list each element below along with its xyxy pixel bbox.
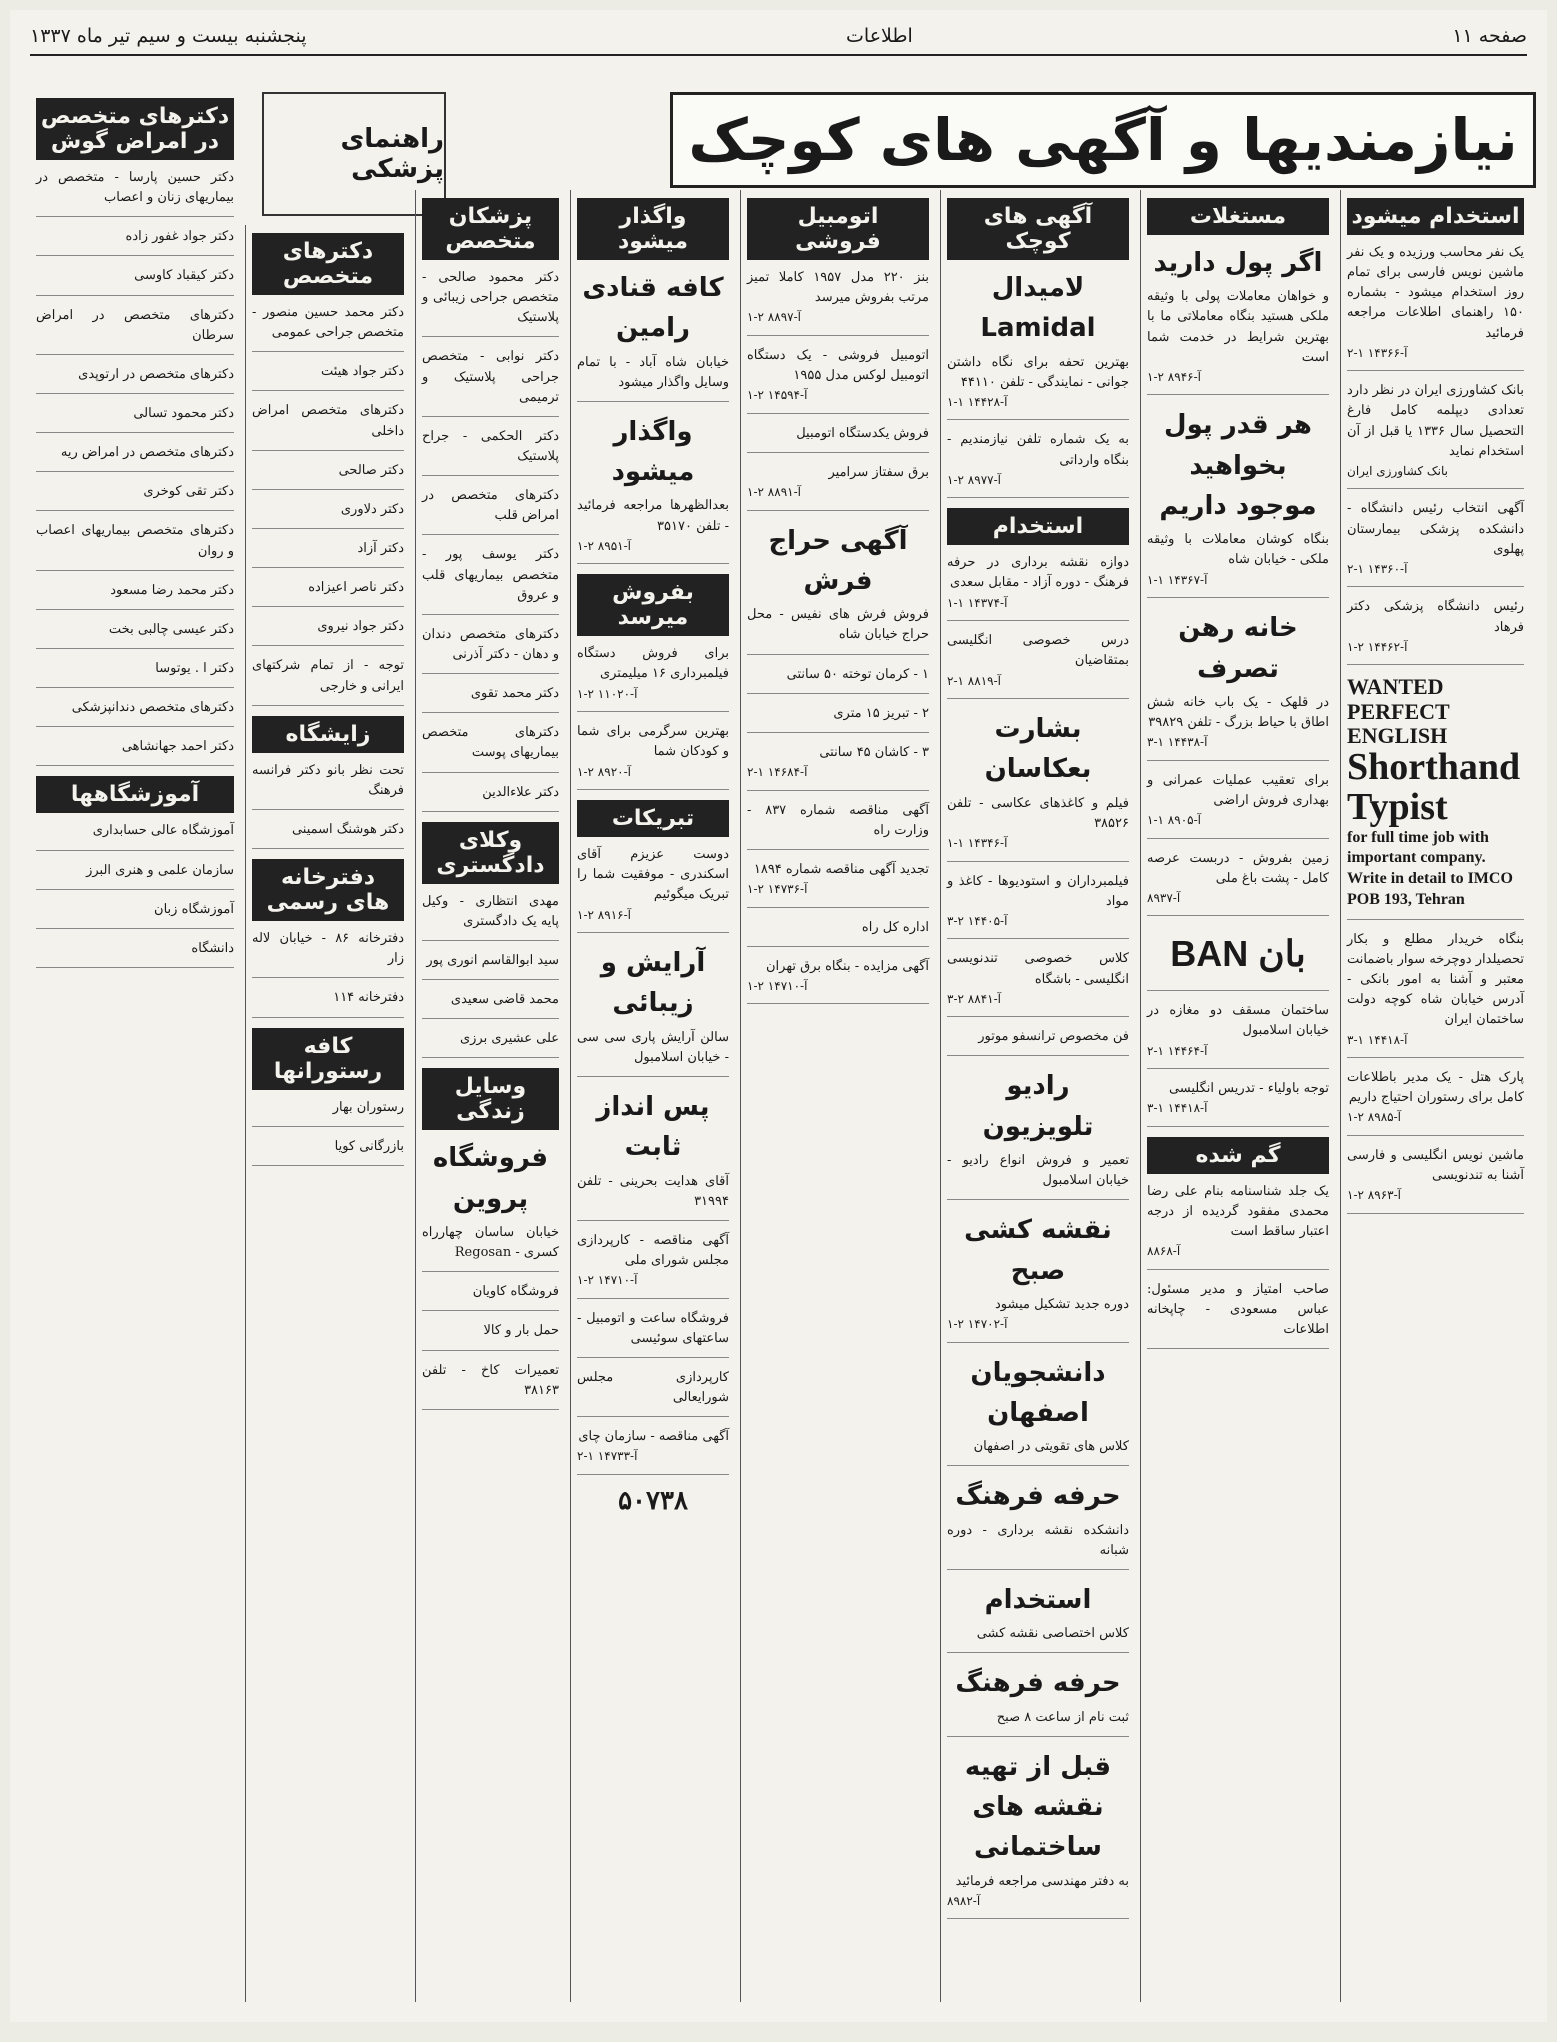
ad-item: برای فروش دستگاه فیلمبرداری ۱۶ میلیمتری آ-۱۱۰۲۰ ۲-۱ xyxy=(577,644,729,712)
column-8 xyxy=(30,90,240,2002)
schools-heading: آموزشگاهها xyxy=(36,776,234,813)
ad-item: آگهی انتخاب رئیس دانشگاه - دانشکده پزشکی بیمارستان پهلوی آ-۱۴۳۶۰ ۱-۲ xyxy=(1347,499,1524,587)
ad-item: رئیس دانشگاه پزشکی دکتر فرهاد آ-۱۴۴۶۲ ۲-۱ xyxy=(1347,597,1524,665)
ad-item: دکتر ناصر اعیزاده xyxy=(252,578,404,607)
newspaper-page xyxy=(10,10,1547,2022)
living-goods-heading: وسایل زندگی xyxy=(422,1068,559,1130)
ad-item: کارپردازی مجلس شورایعالی xyxy=(577,1368,729,1417)
ad-item: دکتر ا . یوتوسا xyxy=(36,659,234,688)
ad-item: آرایش و زیبائی سالن آرایش پاری سی سی - خیابان اسلامبول xyxy=(577,943,729,1077)
ad-item: بازرگانی کویا xyxy=(252,1137,404,1166)
ad-item: اداره کل راه xyxy=(747,918,929,947)
ad-item: فن مخصوص ترانسفو موتور xyxy=(947,1027,1129,1056)
ad-item: بنز ۲۲۰ مدل ۱۹۵۷ کاملا تمیز مرتب بفروش میرسد آ-۸۸۹۷ ۲-۱ xyxy=(747,268,929,336)
ad-item: خانه رهن تصرف در قلهک - یک باب خانه شش اطاق با حیاط بزرگ - تلفن ۳۹۸۲۹ آ-۱۴۴۳۸ ۱-۳ xyxy=(1147,608,1329,760)
ad-item: دکترهای متخصص امراض داخلی xyxy=(252,401,404,450)
ad-item: محمد قاضی سعیدی xyxy=(422,990,559,1019)
lost-heading: گم شده xyxy=(1147,1137,1329,1174)
column-2 xyxy=(1140,190,1335,2002)
ad-item: زمین بفروش - دربست عرصه کامل - پشت باغ ملی آ-۸۹۳۷ xyxy=(1147,849,1329,917)
english-shorthand-ad: WANTED PERFECT ENGLISH Shorthand Typist for full time job with important company. Write in detail to IMCO POB 193, Tehran xyxy=(1347,675,1524,920)
ad-item: آموزشگاه زبان xyxy=(36,900,234,929)
ad-item: مهدی انتظاری - وکیل پایه یک دادگستری xyxy=(422,892,559,941)
ad-item: به یک شماره تلفن نیازمندیم - بنگاه وارداتی آ-۸۹۷۷ ۲-۱ xyxy=(947,430,1129,498)
ad-item: آگهی حراج فرش فروش فرش های نفیس - محل حراج خیابان شاه xyxy=(747,521,929,655)
ad-item: دکترهای متخصص بیماریهای اعصاب و روان xyxy=(36,521,234,570)
ad-item: فروشگاه کاویان xyxy=(422,1282,559,1311)
ad-item: کافه قنادی رامین خیابان شاه آباد - با تمام وسایل واگذار میشود xyxy=(577,268,729,402)
ad-item: دکتر الحکمی - جراح پلاستیک xyxy=(422,427,559,476)
ad-item: دکتر محمد تقوی xyxy=(422,684,559,713)
ad-item: سید ابوالقاسم انوری پور xyxy=(422,951,559,980)
newspaper-name: اطلاعات xyxy=(846,25,913,47)
ad-item: فروشگاه ساعت و اتومبیل - ساعتهای سوئیسی xyxy=(577,1309,729,1358)
ad-item: دکتر احمد جهانشاهی xyxy=(36,737,234,766)
ad-item: دکتر کیقباد کاوسی xyxy=(36,266,234,295)
ad-item: دکتر آزاد xyxy=(252,539,404,568)
ad-item: توجه - از تمام شرکتهای ایرانی و خارجی xyxy=(252,656,404,705)
ad-item: تعمیرات کاخ - تلفن ۳۸۱۶۳ xyxy=(422,1361,559,1410)
ad-item: توجه باولیاء - تدریس انگلیسی آ-۱۴۴۱۸ ۱-۳ xyxy=(1147,1079,1329,1127)
ad-item: دکتر نوابی - متخصص جراحی پلاستیک و ترمیمی xyxy=(422,347,559,416)
ad-item: لامیدال Lamidal بهترین تحفه برای نگاه داشتن جوانی - نمایندگی - تلفن ۴۴۱۱۰ آ-۱۴۴۲۸ ۱-۱ xyxy=(947,268,1129,420)
ad-item: ساختمان مسقف دو مغازه در خیابان اسلامبول آ-۱۴۴۶۴ ۱-۲ xyxy=(1147,1001,1329,1069)
ad-item: قبل از تهیه نقشه های ساختمانی به دفتر مهندسی مراجعه فرمائید آ-۸۹۸۲ xyxy=(947,1747,1129,1920)
ad-item: بهترین سرگرمی برای شما و کودکان شما آ-۸۹۲۰ ۲-۱ xyxy=(577,722,729,790)
ad-item: دکتر جواد هیئت xyxy=(252,362,404,391)
page-number: صفحه ۱۱ xyxy=(1452,25,1527,47)
ad-item: دکترهای متخصص بیماریهای پوست xyxy=(422,723,559,772)
ad-item: نقشه کشی صبح دوره جدید تشکیل میشود آ-۱۴۷۰۲ ۲-۱ xyxy=(947,1210,1129,1342)
ad-item: دکتر علاءالدین xyxy=(422,783,559,812)
ad-item: دکتر هوشنگ اسمینی xyxy=(252,820,404,849)
column-5 xyxy=(570,190,735,2002)
ad-item: دکتر صالحی xyxy=(252,461,404,490)
ad-item: دکترهای متخصص در امراض ریه xyxy=(36,443,234,472)
ad-item: دکتر دلاوری xyxy=(252,500,404,529)
ad-item: آگهی مزایده - بنگاه برق تهران آ-۱۴۷۱۰ ۲-۱ xyxy=(747,957,929,1005)
ad-item: یک نفر محاسب ورزیده و یک نفر ماشین نویس فارسی برای تمام روز استخدام میشود - بشماره ۱۵۰ راهنمای اطلاعات مراجعه فرمائید آ-۱۴۳۶۶ ۱-۲ xyxy=(1347,243,1524,371)
ad-item: سازمان علمی و هنری البرز xyxy=(36,861,234,890)
ad-item: فروش یکدستگاه اتومبیل xyxy=(747,424,929,453)
ad-item: دکتر حسین پارسا - متخصص در بیماریهای زنان و اعصاب xyxy=(36,168,234,217)
ad-item: هر قدر پول بخواهید موجود داریم بنگاه کوشان معاملات با وثیقه ملکی - خیابان شاه آ-۱۴۳۶۷ ۱-۱ xyxy=(1147,405,1329,598)
col6-heading: پزشکان متخصص xyxy=(422,198,559,260)
ad-item: دکتر عیسی چالبی بخت xyxy=(36,620,234,649)
ad-item: رستوران بهار xyxy=(252,1098,404,1127)
ad-item: آگهی مناقصه - سازمان چای آ-۱۴۷۳۳ ۱-۲ xyxy=(577,1427,729,1475)
ad-item: ۱ - کرمان توخته ۵۰ سانتی xyxy=(747,665,929,694)
ad-item: دانشگاه xyxy=(36,939,234,968)
ad-item: استخدام کلاس اختصاصی نقشه کشی xyxy=(947,1580,1129,1653)
column-7 xyxy=(245,225,410,2002)
ad-item: دکترهای متخصص دندان و دهان - دکتر آذرنی xyxy=(422,625,559,674)
publisher-notice: صاحب امتیاز و مدیر مسئول: عباس مسعودی - چاپخانه اطلاعات xyxy=(1147,1280,1329,1349)
page-header xyxy=(30,18,1527,56)
ad-item: دکترهای متخصص در امراض قلب xyxy=(422,486,559,535)
ad-item: واگذار میشود بعدالظهرها مراجعه فرمائید - تلفن ۳۵۱۷۰ آ-۸۹۵۱ ۲-۱ xyxy=(577,412,729,564)
ad-item: فیلمبرداران و استودیوها - کاغذ و مواد آ-۱۴۴۰۵ ۲-۳ xyxy=(947,872,1129,940)
column-3 xyxy=(940,190,1135,2002)
issue-date: پنجشنبه بیست و سیم تیر ماه ۱۳۳۷ xyxy=(30,25,307,47)
ad-item: دکترهای متخصص در ارتوپدی xyxy=(36,365,234,394)
col5-heading: واگذار میشود xyxy=(577,198,729,260)
notary-heading: دفترخانه های رسمی xyxy=(252,859,404,921)
column-6 xyxy=(415,190,565,2002)
phone-number-large: ۵۰۷۳۸ xyxy=(618,1485,688,1516)
ad-item: کلاس خصوصی تندنویسی انگلیسی - باشگاه آ-۸۸۴۱ ۲-۳ xyxy=(947,949,1129,1017)
ad-item: اگر پول دارید و خواهان معاملات پولی با وثیقه ملکی هستید بنگاه معاملاتی ما با بهترین شرایط در خدمت شما است آ-۸۹۴۶ ۲-۱ xyxy=(1147,243,1329,395)
col2-heading: مستغلات xyxy=(1147,198,1329,235)
col4-heading: اتومبیل فروشی xyxy=(747,198,929,260)
employment-heading: استخدام xyxy=(947,508,1129,545)
lawyers-heading: وکلای دادگستری xyxy=(422,822,559,884)
col8-heading: دکترهای متخصص در امراض گوش xyxy=(36,98,234,160)
ad-item: دکتر محمد رضا مسعود xyxy=(36,581,234,610)
column-1 xyxy=(1340,190,1530,2002)
ad-item: دوازه نقشه برداری در حرفه فرهنگ - دوره آزاد - مقابل سعدی آ-۱۴۳۷۴ ۱-۱ xyxy=(947,553,1129,621)
medical-guide-logo: راهنمای پزشکی xyxy=(262,92,446,216)
ad-item: پارک هتل - یک مدیر باطلاعات کامل برای رستوران احتیاج داریم آ-۸۹۸۵ ۲-۱ xyxy=(1347,1068,1524,1136)
maternity-heading: زایشگاه xyxy=(252,716,404,753)
ad-item: آگهی مناقصه - کارپردازی مجلس شورای ملی آ-۱۴۷۱۰ ۲-۱ xyxy=(577,1231,729,1299)
ad-item: حرفه فرهنگ دانشکده نقشه برداری - دوره شبانه xyxy=(947,1476,1129,1570)
ad-item: بشارت بعکاسان فیلم و کاغذهای عکاسی - تلفن ۳۸۵۲۶ آ-۱۴۳۴۶ ۱-۱ xyxy=(947,709,1129,861)
ad-item: بانک کشاورزی ایران در نظر دارد تعدادی دیپلمه کامل فارغ التحصیل سال ۱۳۳۶ یا قبل از آن استخدام نماید بانک کشاورزی ایران xyxy=(1347,381,1524,489)
ad-item: دکتر یوسف پور - متخصص بیماریهای قلب و عروق xyxy=(422,545,559,614)
ad-item: آموزشگاه عالی حسابداری xyxy=(36,821,234,850)
ad-item: آگهی مناقصه شماره ۸۳۷ - وزارت راه xyxy=(747,801,929,850)
ad-item: ۳ - کاشان ۴۵ سانتی آ-۱۴۶۸۴ ۱-۲ xyxy=(747,743,929,791)
ad-item: دکتر تقی کوخری xyxy=(36,482,234,511)
ad-item: اتومبیل فروشی - یک دستگاه اتومبیل لوکس مدل ۱۹۵۵ آ-۱۴۵۹۴ ۲-۱ xyxy=(747,346,929,414)
ad-item: ۲ - تبریز ۱۵ متری xyxy=(747,704,929,733)
ad-item: تجدید آگهی مناقصه شماره ۱۸۹۴ آ-۱۴۷۳۶ ۲-۱ xyxy=(747,860,929,908)
col3-heading: آگهی های کوچک xyxy=(947,198,1129,260)
ad-item: دوست عزیزم آقای اسکندری - موفقیت شما را تبریک میگوئیم آ-۸۹۱۶ ۲-۱ xyxy=(577,845,729,933)
ad-item: دفترخانه ۸۶ - خیابان لاله زار xyxy=(252,929,404,978)
ad-item: فروشگاه پروین خیابان ساسان چهارراه کسری - Regosan xyxy=(422,1138,559,1272)
congrats-heading: تبریکات xyxy=(577,800,729,837)
ad-item: تحت نظر بانو دکتر فرانسه فرهنگ xyxy=(252,761,404,810)
ad-item: دکتر جواد غفور زاده xyxy=(36,227,234,256)
ad-item: یک جلد شناسنامه بنام علی رضا محمدی مفقود گردیده از درجه اعتبار ساقط است آ-۸۸۶۸ xyxy=(1147,1182,1329,1270)
ad-item: حرفه فرهنگ ثبت نام از ساعت ۸ صبح xyxy=(947,1663,1129,1736)
column-4 xyxy=(740,190,935,2002)
ad-item: برای تعقیب عملیات عمرانی و بهداری فروش اراضی آ-۸۹۰۵ ۱-۱ xyxy=(1147,771,1329,839)
restaurants-heading: کافه رستورانها xyxy=(252,1028,404,1090)
ad-item: رادیو تلویزیون تعمیر و فروش انواع رادیو - خیابان اسلامبول xyxy=(947,1066,1129,1200)
classifieds-banner: نیازمندیها و آگهی های کوچک xyxy=(670,92,1536,188)
ban-ad: BAN بان xyxy=(1147,926,1329,991)
ad-item: دکترهای متخصص دندانپزشکی xyxy=(36,698,234,727)
ad-item: دانشجویان اصفهان کلاس های تقویتی در اصفهان xyxy=(947,1353,1129,1467)
ad-item: برق سفتاز سرامیر آ-۸۸۹۱ ۲-۱ xyxy=(747,463,929,511)
ad-item: بنگاه خریدار مطلع و بکار تحصیلدار دوچرخه سوار باضمانت معتبر و آشنا به امور بانکی - آدرس خیابان شاه کوچه دولت ساختمان ایران آ-۱۴۴۱۸ ۱-۳ xyxy=(1347,930,1524,1058)
ad-item: حمل بار و کالا xyxy=(422,1321,559,1350)
ad-item: دفترخانه ۱۱۴ xyxy=(252,988,404,1017)
ad-item: دکتر محمود تسالی xyxy=(36,404,234,433)
ad-item: دکتر جواد نیروی xyxy=(252,617,404,646)
ad-item: دکتر محمد حسین منصور - متخصص جراحی عمومی xyxy=(252,303,404,352)
ad-item: علی عشیری برزی xyxy=(422,1029,559,1058)
ad-item: درس خصوصی انگلیسی بمتقاضیان آ-۸۸۱۹ ۱-۲ xyxy=(947,631,1129,699)
col7-heading: دکترهای متخصص xyxy=(252,233,404,295)
ad-item: دکترهای متخصص در امراض سرطان xyxy=(36,306,234,355)
for-sale-heading: بفروش میرسد xyxy=(577,574,729,636)
col1-heading: استخدام میشود xyxy=(1347,198,1524,235)
ad-item: دکتر محمود صالحی - متخصص جراحی زیبائی و پلاستیک xyxy=(422,268,559,337)
ad-item: ماشین نویس انگلیسی و فارسی آشنا به تندنویسی آ-۸۹۶۳ ۲-۱ xyxy=(1347,1146,1524,1214)
ad-item: پس انداز ثابت آقای هدایت بحرینی - تلفن ۳۱۹۹۴ xyxy=(577,1087,729,1221)
